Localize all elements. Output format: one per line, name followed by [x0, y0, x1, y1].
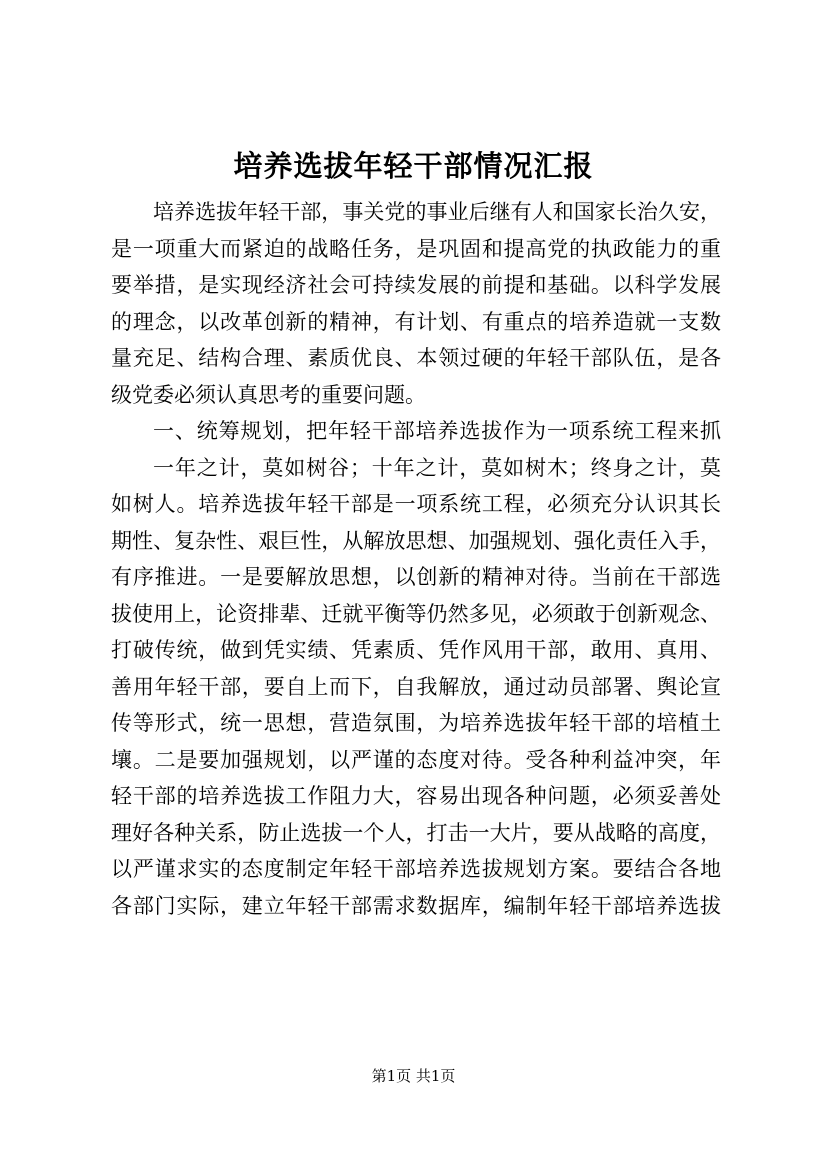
- text-line: 培养选拔年轻干部，事关党的事业后继有人和国家长治久安，: [153, 200, 721, 224]
- text-line: 打破传统，做到凭实绩、凭素质、凭作风用干部，敢用、真用、: [111, 638, 721, 662]
- text-line: 期性、复杂性、艰巨性，从解放思想、加强规划、强化责任入手，: [111, 528, 721, 553]
- text-line: 拔使用上，论资排辈、迁就平衡等仍然多见，必须敢于创新观念、: [111, 601, 721, 626]
- text-line: 以严谨求实的态度制定年轻干部培养选拔规划方案。要结合各地: [111, 857, 721, 881]
- text-line: 轻干部的培养选拔工作阻力大，容易出现各种问题，必须妥善处: [111, 784, 721, 808]
- text-line: 善用年轻干部，要自上而下，自我解放，通过动员部署、舆论宣: [111, 674, 721, 699]
- text-line: 量充足、结构合理、素质优良、本领过硬的年轻干部队伍，是各: [111, 346, 721, 370]
- document-body: [111, 194, 721, 924]
- page-number-footer: 第1页 共1页: [371, 1067, 456, 1085]
- text-line: 有序推进。一是要解放思想，以创新的精神对待。当前在干部选: [111, 565, 721, 589]
- text-line: 如树人。培养选拔年轻干部是一项系统工程，必须充分认识其长: [111, 492, 721, 516]
- document-title: 培养选拔年轻干部情况汇报: [233, 149, 594, 183]
- text-line: 各部门实际，建立年轻干部需求数据库，编制年轻干部培养选拔: [111, 893, 721, 918]
- text-line: 的理念，以改革创新的精神，有计划、有重点的培养造就一支数: [111, 309, 721, 334]
- text-line: 壤。二是要加强规划，以严谨的态度对待。受各种利益冲突，年: [111, 747, 721, 772]
- text-line: 传等形式，统一思想，营造氛围，为培养选拔年轻干部的培植土: [111, 711, 721, 735]
- text-line: 一年之计，莫如树谷；十年之计，莫如树木；终身之计，莫: [153, 455, 721, 480]
- text-line: 级党委必须认真思考的重要问题。: [111, 382, 426, 407]
- text-line: 理好各种关系，防止选拔一个人，打击一大片，要从战略的高度，: [111, 820, 721, 845]
- section-heading: 一、统筹规划，把年轻干部培养选拔作为一项系统工程来抓: [153, 419, 721, 443]
- text-line: 是一项重大而紧迫的战略任务，是巩固和提高党的执政能力的重: [111, 236, 721, 261]
- text-line: 要举措，是实现经济社会可持续发展的前提和基础。以科学发展: [111, 273, 721, 297]
